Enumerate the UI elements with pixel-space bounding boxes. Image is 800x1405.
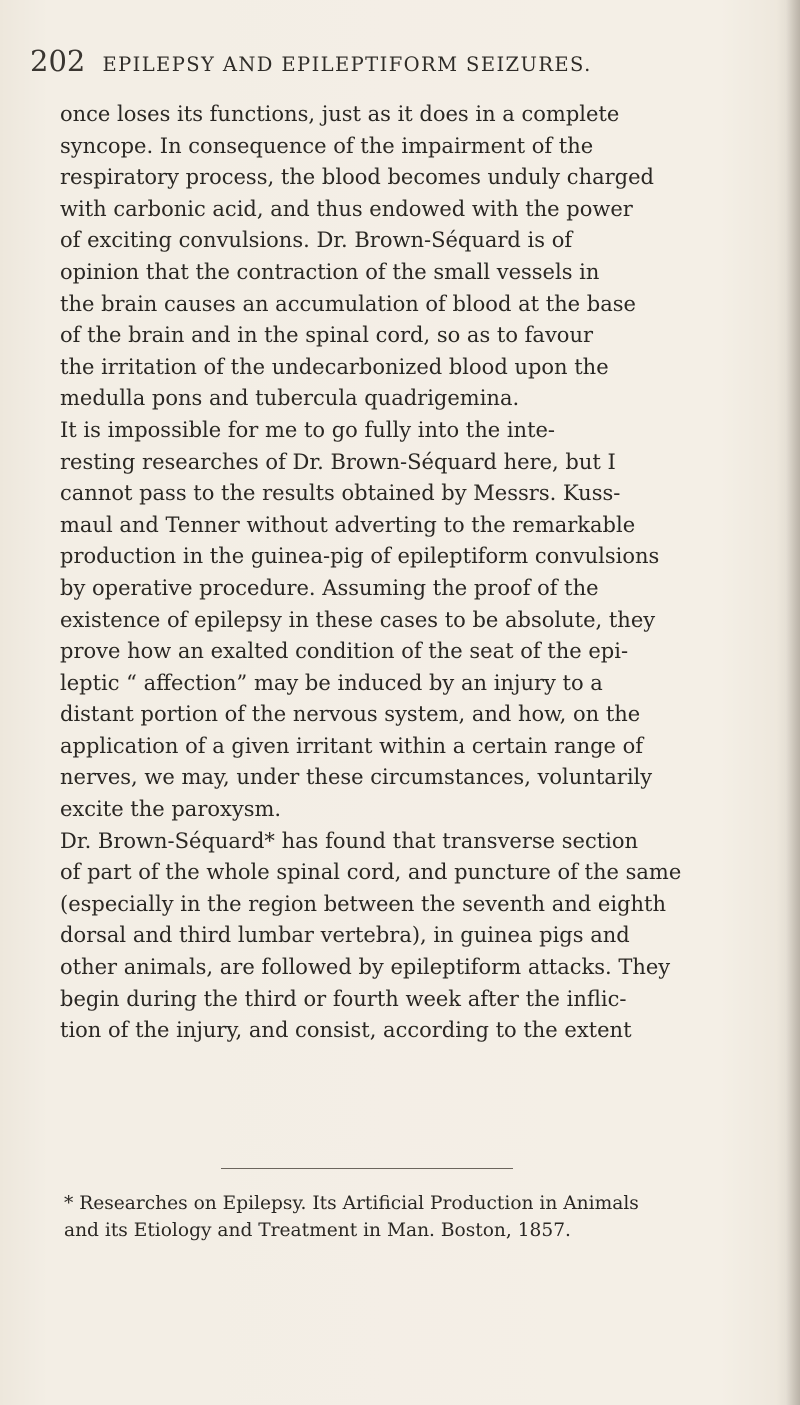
footnote-line: * Researches on Epilepsy. Its Artificial Production in Animals [64,1193,639,1214]
text-line: begin during the third or fourth week after the inflic- [60,986,627,1011]
footnote-rule [221,1168,513,1169]
text-line: distant portion of the nervous system, and how, on the [60,702,641,727]
running-title: EPILEPSY AND EPILEPTIFORM SEIZURES. [102,53,592,76]
text-line: leptic “ affection” may be induced by an injury to a [60,670,603,695]
text-line: Dr. Brown-Séquard* has found that transverse section [60,828,639,853]
text-line: of part of the whole spinal cord, and puncture of the same [60,860,682,885]
footnote-line: and its Etiology and Treatment in Man. Boston, 1857. [64,1220,571,1241]
text-line: other animals, are followed by epileptiform attacks. They [60,955,671,980]
text-line: dorsal and third lumbar vertebra), in guinea pigs and [60,923,630,948]
text-line: existence of epilepsy in these cases to be absolute, they [60,607,656,632]
text-line: of the brain and in the spinal cord, so as to favour [60,323,594,348]
text-line: excite the paroxysm. [60,797,282,822]
text-line: nerves, we may, under these circumstances, voluntarily [60,765,653,790]
text-line: maul and Tenner without adverting to the remarkable [60,512,636,537]
text-line: of exciting convulsions. Dr. Brown-Séquard is of [60,228,573,253]
text-line: It is impossible for me to go fully into the inte- [60,417,556,442]
footnote [64,1190,774,1244]
text-line: resting researches of Dr. Brown-Séquard here, but I [60,449,616,474]
text-line: prove how an exalted condition of the seat of the epi- [60,639,629,664]
text-line: the brain causes an accumulation of blood at the base [60,291,636,316]
text-line: application of a given irritant within a certain range of [60,733,644,758]
text-line: medulla pons and tubercula quadrigemina. [60,386,520,411]
text-line: syncope. In consequence of the impairment of the [60,133,594,158]
page-number: 202 [30,44,86,78]
running-head [30,44,750,78]
text-line: respiratory process, the blood becomes unduly charged [60,165,654,190]
text-line: (especially in the region between the seventh and eighth [60,891,666,916]
text-line: by operative procedure. Assuming the proof of the [60,575,599,600]
text-line: tion of the injury, and consist, according to the extent [60,1018,632,1043]
text-line: opinion that the contraction of the small vessels in [60,259,600,284]
text-line: with carbonic acid, and thus endowed with the power [60,196,633,221]
text-line: cannot pass to the results obtained by Messrs. Kuss- [60,481,621,506]
body-text [60,99,770,1047]
text-line: once loses its functions, just as it does in a complete [60,102,620,126]
page-edge-shadow [786,0,800,1405]
text-line: the irritation of the undecarbonized blood upon the [60,354,609,379]
text-line: production in the guinea-pig of epileptiform convulsions [60,544,660,569]
